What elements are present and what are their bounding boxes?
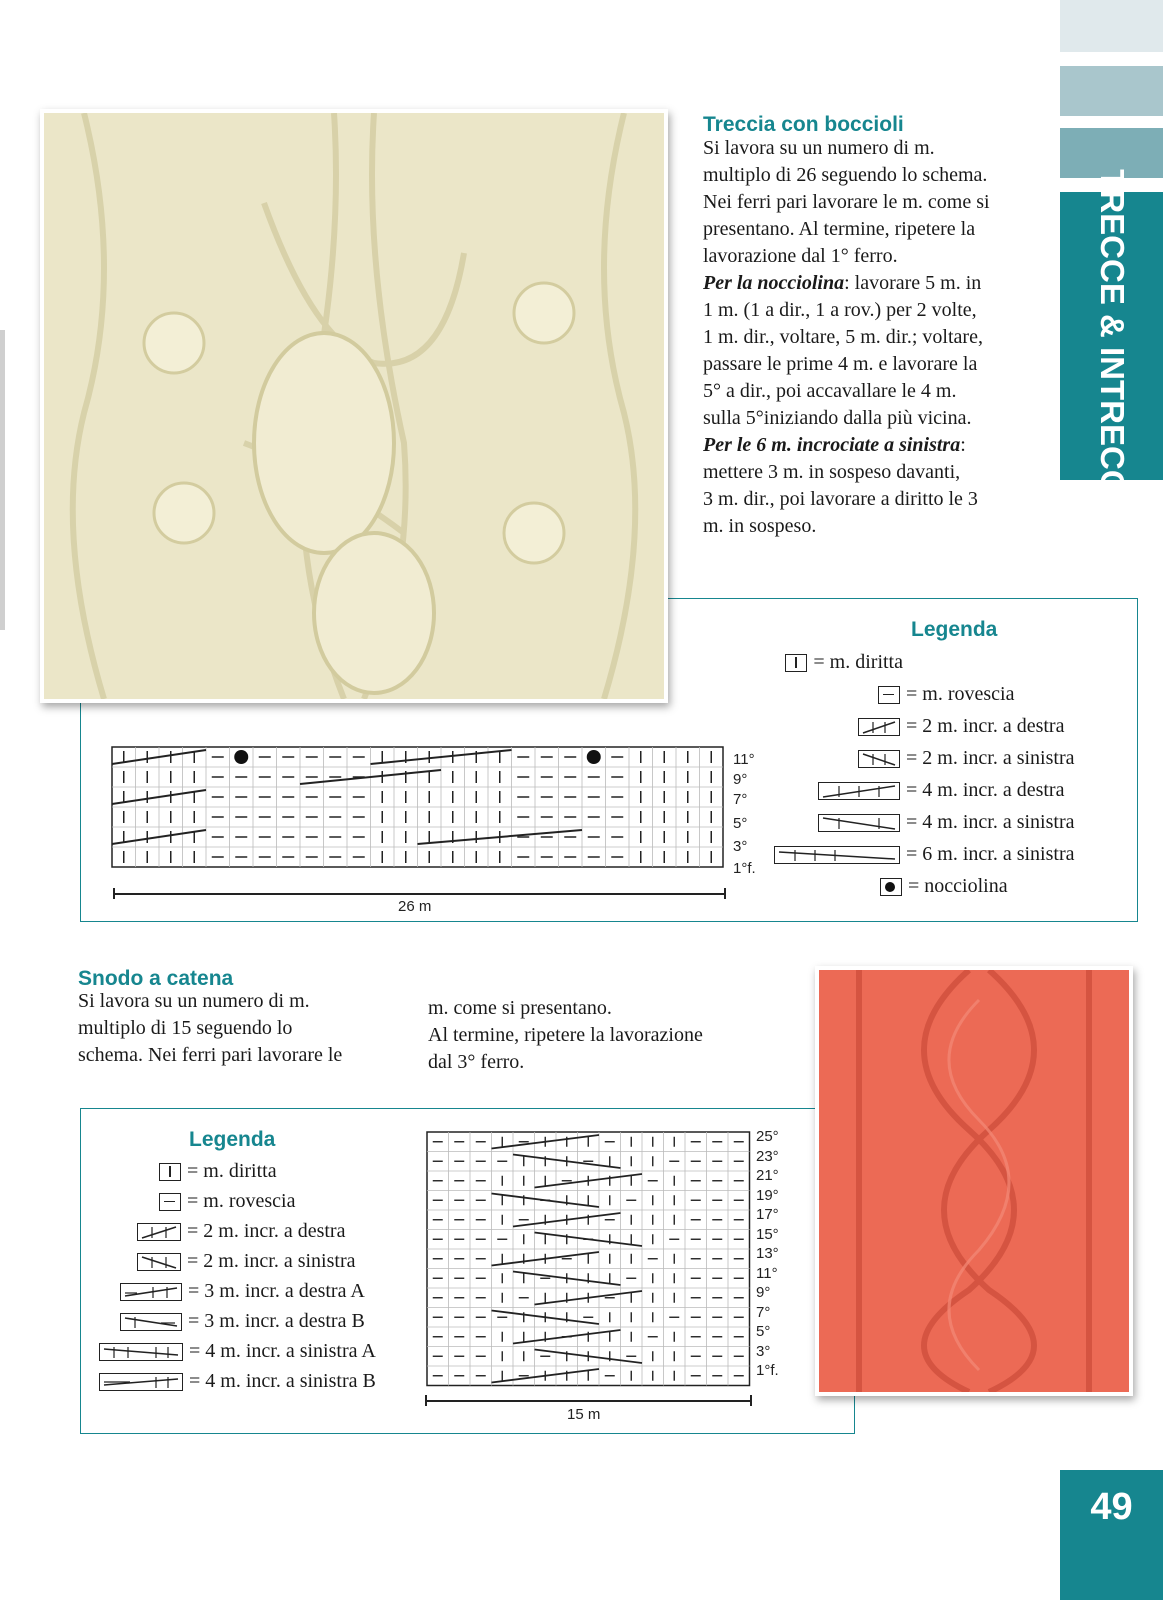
row-label: 13° [756, 1245, 779, 1262]
legend-row-3-right-b [120, 1310, 365, 1333]
purl-stitch-icon [159, 1193, 181, 1211]
section-label: TRECCE & INTRECCI [1093, 169, 1131, 503]
pattern2-title: Snodo a catena [78, 967, 234, 990]
legend-row-6-left [774, 843, 1074, 866]
pattern1-line: Nei ferri pari lavorare le m. come si [703, 191, 990, 213]
row-label: 7° [756, 1303, 771, 1321]
row-label: 19° [756, 1186, 779, 1204]
pattern2-line: Si lavora su un numero di m. [78, 990, 310, 1012]
pattern1-line: 5° a dir., poi accavallare le 4 m. [703, 380, 957, 402]
row-label: 3° [733, 838, 748, 855]
width-measure-tick [750, 1395, 752, 1406]
legend-row-4-left [818, 811, 1074, 834]
pattern2-col2 [428, 995, 703, 1076]
cross-heading: Per le 6 m. incrociate a sinistra [703, 434, 961, 456]
legend-label: = 4 m. incr. a sinistra [906, 811, 1075, 833]
legend-row-2-right [137, 1220, 345, 1243]
row-label: 25° [756, 1128, 779, 1145]
cross-4-right-icon [818, 782, 900, 800]
legend-row-3-right-a [120, 1280, 365, 1303]
legend-label: = 2 m. incr. a destra [187, 1220, 346, 1242]
cross-4-left-b-icon [99, 1373, 183, 1391]
pattern1-line: 3 m. dir., poi lavorare a diritto le 3 [703, 488, 978, 510]
pattern1-line: 1 m. dir., voltare, 5 m. dir.; voltare, [703, 326, 983, 348]
width-measure-tick [425, 1395, 427, 1406]
pattern1-line: mettere 3 m. in sospeso davanti, [703, 461, 961, 483]
row-label: 5° [733, 815, 748, 832]
legend-label: = m. rovescia [187, 1190, 296, 1212]
section-tab-1 [1060, 0, 1163, 52]
legend-label: = m. diritta [813, 651, 903, 673]
pattern1-line: multiplo di 26 seguendo lo schema. [703, 164, 988, 186]
bobble [587, 750, 601, 764]
row-label: 1°f. [733, 860, 756, 877]
width-label: 26 m [398, 898, 432, 915]
nut-heading: Per la nocciolina [703, 272, 845, 294]
legend-label: = 4 m. incr. a sinistra B [189, 1370, 376, 1392]
purl-stitch-icon [878, 686, 900, 704]
row-label: 9° [756, 1284, 771, 1301]
width-measure-tick [724, 888, 726, 899]
bobble [234, 750, 248, 764]
cross-2-left-icon [137, 1253, 181, 1271]
legend-row-4-right [818, 779, 1064, 802]
page-edge [0, 330, 5, 630]
legend-label: = m. diritta [187, 1160, 277, 1182]
legend-label: = 2 m. incr. a sinistra [906, 747, 1075, 769]
width-measure-line [113, 893, 725, 895]
pattern1-line: presentano. Al termine, ripetere la [703, 218, 976, 240]
row-label: 3° [756, 1342, 771, 1360]
legend-row-purl [159, 1190, 295, 1213]
row-label: 11° [733, 751, 755, 768]
row-label: 17° [756, 1206, 779, 1223]
legend-label: = 6 m. incr. a sinistra [906, 843, 1075, 865]
width-measure-tick [113, 888, 115, 899]
section-tab-active [1060, 169, 1163, 503]
row-label: 5° [756, 1323, 771, 1340]
pattern1-line: 1 m. (1 a dir., 1 a rov.) per 2 volte, [703, 299, 977, 321]
cross-2-right-icon [858, 718, 900, 736]
cross-6-left-icon [774, 846, 900, 864]
cross-3-right-a-icon [120, 1283, 182, 1301]
row-label: 21° [756, 1167, 779, 1184]
row-label: 15° [756, 1225, 779, 1243]
legend-row-purl [878, 683, 1014, 706]
knit-stitch-icon [159, 1163, 181, 1181]
row-label: 1°f. [756, 1362, 779, 1379]
cross-2-right-icon [137, 1223, 181, 1241]
bobble-icon [880, 878, 902, 896]
pattern1-chart [110, 745, 730, 905]
legend-label: = nocciolina [908, 875, 1008, 897]
width-label: 15 m [567, 1406, 601, 1423]
knit-stitch-icon [785, 654, 807, 672]
legend-row-knit [159, 1160, 277, 1183]
legend-row-knit [785, 651, 903, 674]
legend-row-4-left-a [99, 1340, 376, 1363]
legend-row-2-left [137, 1250, 355, 1273]
row-label: 7° [733, 791, 748, 808]
pattern2-line: multiplo di 15 seguendo lo [78, 1017, 293, 1039]
legend-label: = 3 m. incr. a destra B [188, 1310, 365, 1332]
legend-label: = 2 m. incr. a destra [906, 715, 1065, 737]
pattern2-legend-title: Legenda [189, 1128, 276, 1151]
pattern2-line: Al termine, ripetere la lavorazione [428, 1024, 703, 1046]
pattern2-col1 [78, 988, 342, 1069]
pattern1-line: sulla 5°iniziando dalla più vicina. [703, 407, 972, 429]
cross-3-right-b-icon [120, 1313, 182, 1331]
cross-4-left-icon [818, 814, 900, 832]
pattern2-chart [425, 1130, 755, 1390]
pattern1-line: : lavorare 5 m. in [844, 272, 982, 294]
row-label: 23° [756, 1147, 779, 1165]
legend-label: = 4 m. incr. a sinistra A [189, 1340, 376, 1362]
cross-2-left-icon [858, 750, 900, 768]
pattern1-line: passare le prime 4 m. e lavorare la [703, 353, 978, 375]
legend-row-2-left [858, 747, 1074, 770]
pattern2-line: schema. Nei ferri pari lavorare le [78, 1044, 343, 1066]
pattern2-line: m. come si presentano. [428, 997, 612, 1019]
width-measure-line [425, 1400, 751, 1402]
cross-4-left-a-icon [99, 1343, 183, 1361]
section-tab-2 [1060, 66, 1163, 116]
pattern2-line: dal 3° ferro. [428, 1051, 525, 1073]
legend-row-2-right [858, 715, 1064, 738]
legend-label: = m. rovescia [906, 683, 1015, 705]
pattern1-legend-title: Legenda [911, 618, 998, 641]
pattern1-line: lavorazione dal 1° ferro. [703, 245, 898, 267]
page-number: 49 [1060, 1470, 1163, 1600]
legend-label: = 3 m. incr. a destra A [188, 1280, 365, 1302]
pattern1-line: m. in sospeso. [703, 515, 817, 537]
legend-label: = 4 m. incr. a destra [906, 779, 1065, 801]
pattern1-title: Treccia con boccioli [703, 113, 904, 136]
row-label: 9° [733, 771, 748, 788]
knit-photo-cream [40, 109, 668, 703]
legend-row-4-left-b [99, 1370, 376, 1393]
pattern1-line: : [960, 434, 966, 456]
knit-photo-coral [815, 966, 1133, 1396]
row-label: 11° [756, 1264, 778, 1282]
legend-label: = 2 m. incr. a sinistra [187, 1250, 356, 1272]
legend-row-nut [880, 875, 1008, 898]
pattern1-description [703, 135, 1043, 540]
pattern1-line: Si lavora su un numero di m. [703, 137, 935, 159]
